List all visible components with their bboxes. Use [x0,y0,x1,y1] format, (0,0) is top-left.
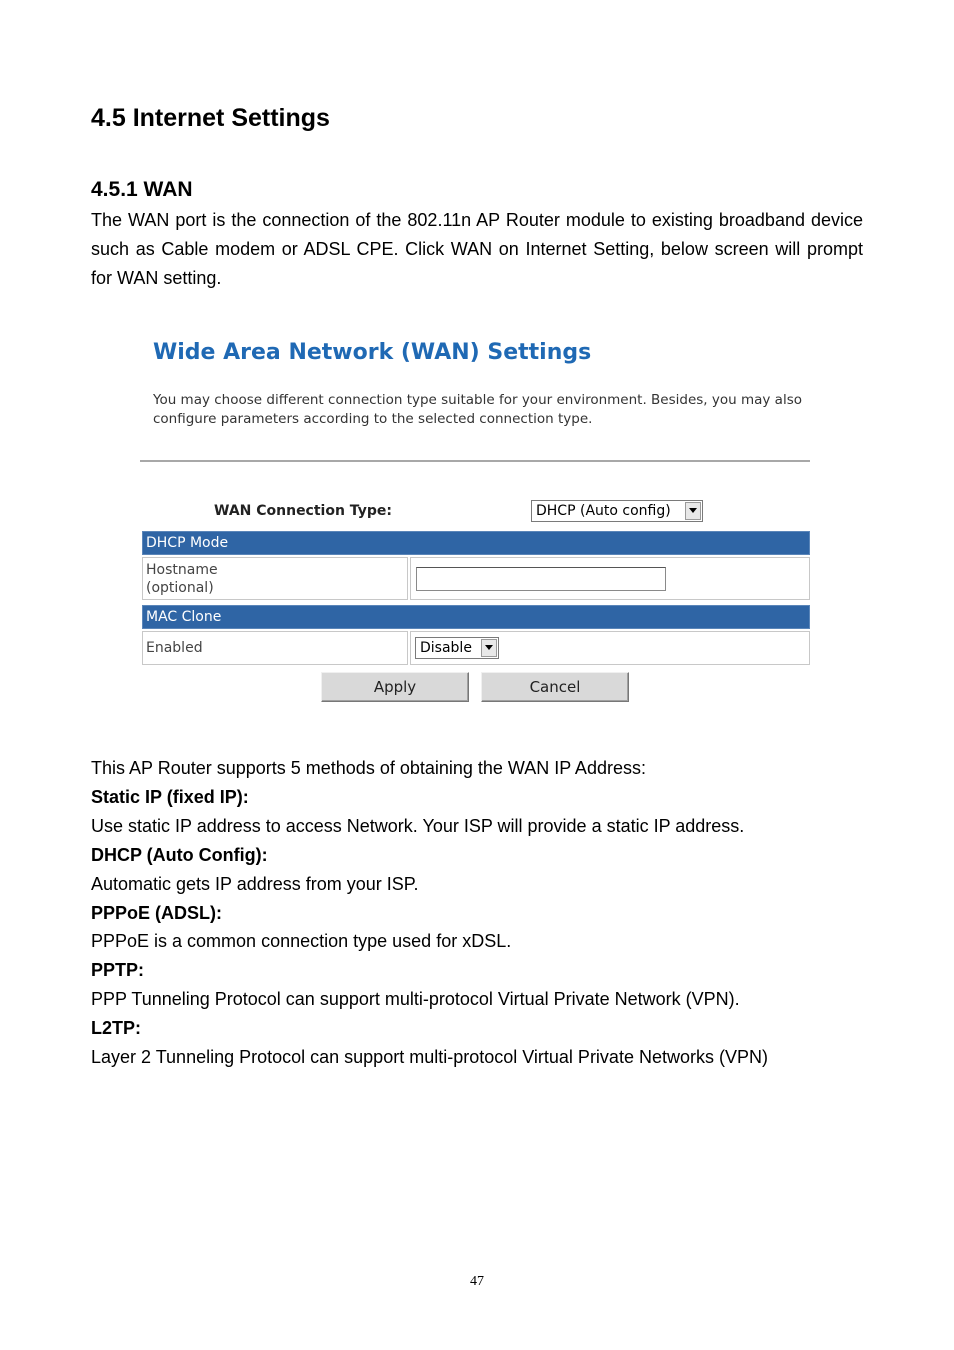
hostname-cell [410,557,810,600]
hostname-input[interactable] [416,567,666,591]
connection-type-select[interactable] [531,500,703,522]
connection-type-value: DHCP (Auto config) [536,503,671,519]
method-description: Layer 2 Tunneling Protocol can support multi-protocol Virtual Private Networks (VPN) [91,1047,768,1067]
method-description: Automatic gets IP address from your ISP. [91,874,419,894]
page-number: 47 [470,1274,484,1289]
method-name: PPTP: [91,960,145,980]
chevron-down-icon[interactable] [481,639,497,657]
method-name: PPPoE (ADSL): [91,903,223,923]
methods-intro: This AP Router supports 5 methods of obtaining the WAN IP Address: [91,758,646,778]
dhcp-mode-header: DHCP Mode [142,531,810,555]
method-name: DHCP (Auto Config): [91,845,268,865]
wan-settings-title: Wide Area Network (WAN) Settings [153,340,592,365]
mac-clone-select[interactable] [415,637,499,659]
page-heading: 4.5 Internet Settings [91,104,330,132]
method-name: L2TP: [91,1018,142,1038]
enabled-label: Enabled [142,631,408,665]
wan-settings-screenshot [140,335,812,710]
method-description: Use static IP address to access Network. Your ISP will provide a static IP address. [91,816,745,836]
section-heading: 4.5.1 WAN [91,178,193,201]
enabled-cell [410,631,810,665]
intro-paragraph: The WAN port is the connection of the 802.11n AP Router module to existing broadband device such as Cable modem or ADSL CPE. Click WAN on Internet Setting, below screen will prompt for WAN setting. [91,210,863,288]
chevron-down-icon[interactable] [685,502,701,520]
method-name: Static IP (fixed IP): [91,787,249,807]
wan-settings-description: You may choose different connection type suitable for your environment. Besides, you may also configure parameters according to the selected connection type. [153,392,802,427]
hostname-label-line2: (optional) [146,580,214,596]
mac-clone-header: MAC Clone [142,605,810,629]
method-description: PPPoE is a common connection type used for xDSL. [91,931,512,951]
connection-type-label: WAN Connection Type: [214,503,392,519]
cancel-button[interactable]: Cancel [481,672,629,702]
hostname-label [142,557,408,600]
apply-button[interactable]: Apply [321,672,469,702]
method-description: PPP Tunneling Protocol can support multi-protocol Virtual Private Network (VPN). [91,989,740,1009]
divider [140,460,810,462]
mac-clone-value: Disable [420,640,472,656]
hostname-label-line1: Hostname [146,562,218,578]
